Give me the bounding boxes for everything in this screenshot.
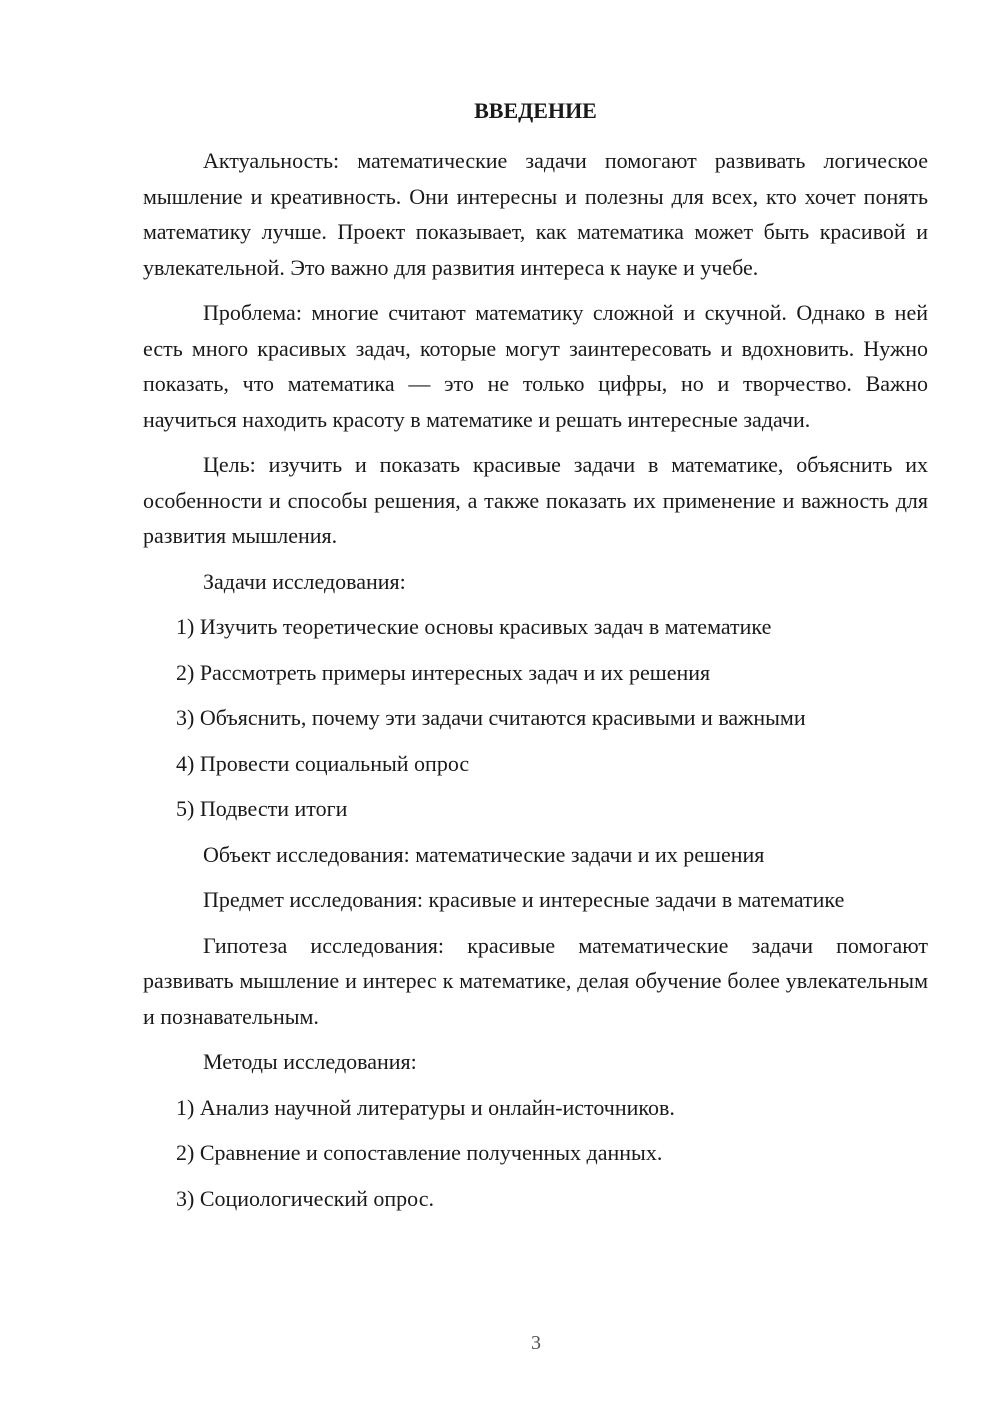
task-item: 5) Подвести итоги [176, 796, 348, 821]
task-item: 1) Изучить теоретические основы красивых задач в математике [176, 614, 772, 639]
task-item: 2) Рассмотреть примеры интересных задач и их решения [176, 659, 711, 685]
research-subject: Предмет исследования: красивые и интересные задачи в математике [203, 887, 845, 912]
goal-paragraph: Цель: изучить и показать красивые задачи в математике, объяснить их особенности и способы решения, а также показать их применение и важность для развития мышления. [143, 452, 928, 548]
hypothesis-paragraph: Гипотеза исследования: красивые математические задачи помогают развивать мышление и интерес к математике, делая обучение более увлекательным и познавательным. [143, 932, 928, 1029]
method-item: 1) Анализ научной литературы и онлайн-источников. [176, 1094, 675, 1120]
tasks-heading: Задачи исследования: [203, 568, 406, 594]
method-item: 2) Сравнение и сопоставление полученных данных. [176, 1140, 663, 1165]
methods-heading: Методы исследования: [203, 1049, 417, 1074]
task-item: 4) Провести социальный опрос [176, 750, 470, 776]
task-item: 3) Объяснить, почему эти задачи считаются красивыми и важными [176, 705, 806, 730]
page-number: 3 [531, 1332, 541, 1354]
method-item: 3) Социологический опрос. [176, 1185, 434, 1211]
page-title: ВВЕДЕНИЕ [474, 98, 597, 123]
document-body [143, 143, 928, 1226]
problem-paragraph: Проблема: многие считают математику сложной и скучной. Однако в ней есть много красивых задач, которые могут заинтересовать и вдохновить. Нужно показать, что математика — это не только цифры, но и творчество. Важно научиться находить красоту в математике и решать интересные задачи. [143, 300, 928, 432]
research-object: Объект исследования: математические задачи и их решения [203, 841, 765, 867]
relevance-paragraph: Актуальность: математические задачи помогают развивать логическое мышление и креативность. Они интересны и полезны для всех, кто хочет понять математику лучше. Проект показывает, как математика может быть красивой и увлекательной. Это важно для развития интереса к науке и учебе. [143, 148, 928, 280]
